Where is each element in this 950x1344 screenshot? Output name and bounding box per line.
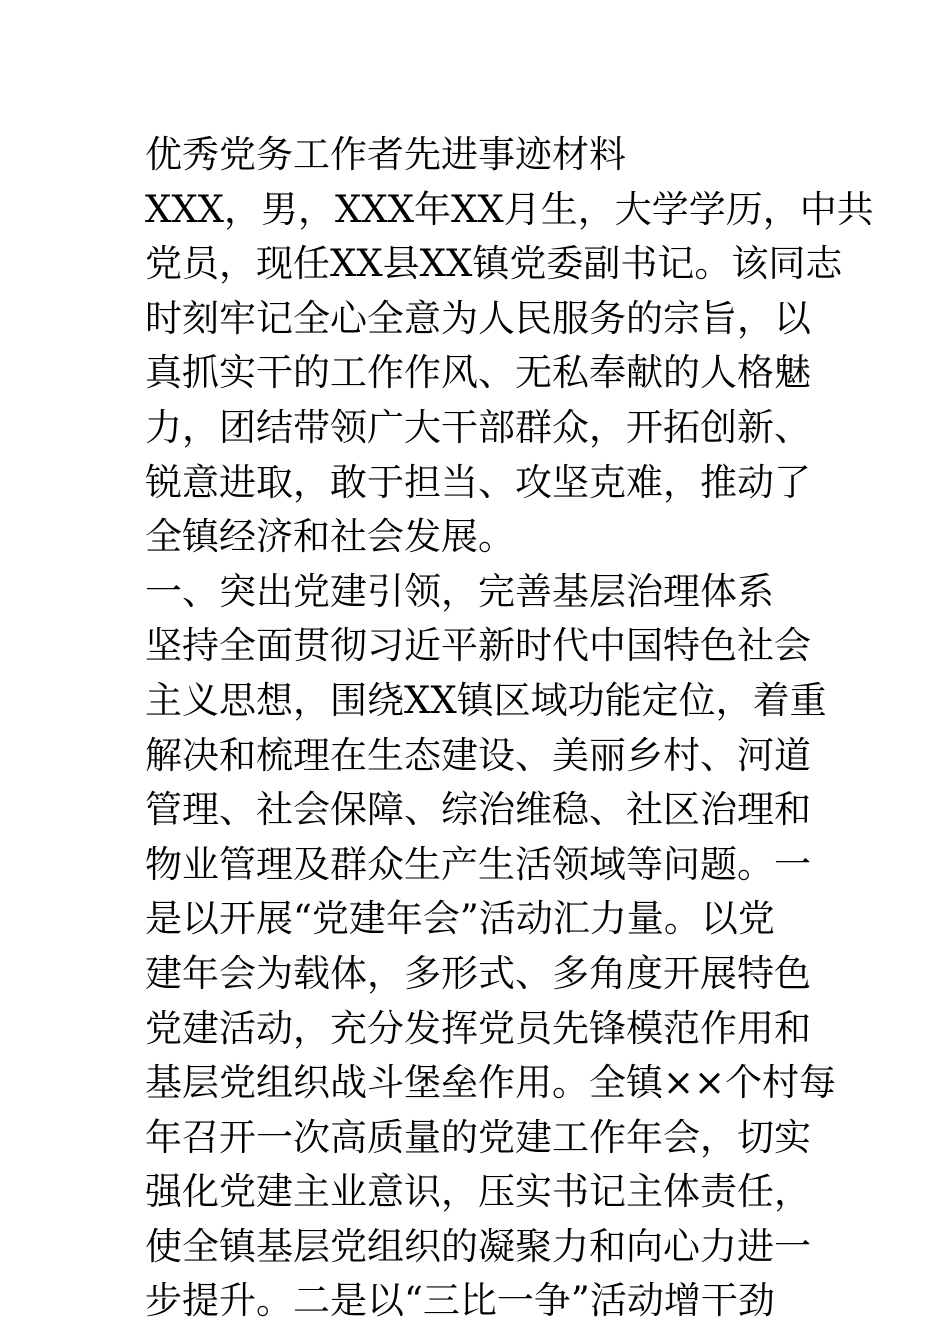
section-line: 物业管理及群众生产生活领域等问题。一 <box>145 842 811 886</box>
section-line: 党建活动，充分发挥党员先锋模范作用和 <box>145 1006 811 1050</box>
intro-line: 时刻牢记全心全意为人民服务的宗旨，以 <box>145 296 811 340</box>
intro-line: XXX，男，XXX年XX月生，大学学历，中共 <box>145 187 874 231</box>
intro-line: 党员，现任XX县XX镇党委副书记。该同志 <box>145 242 843 286</box>
section-line: 使全镇基层党组织的凝聚力和向心力进一 <box>145 1224 811 1268</box>
intro-line: 真抓实干的工作作风、无私奉献的人格魅 <box>145 351 811 395</box>
document-title: 优秀党务工作者先进事迹材料 <box>145 133 626 176</box>
intro-line: 锐意进取，敢于担当、攻坚克难，推动了 <box>145 460 811 504</box>
section-line: 年召开一次高质量的党建工作年会，切实 <box>145 1115 811 1159</box>
section-line: 主义思想，围绕XX镇区域功能定位，着重 <box>145 678 827 722</box>
section-line: 坚持全面贯彻习近平新时代中国特色社会 <box>145 624 811 668</box>
section-heading: 一、突出党建引领，完善基层治理体系 <box>145 569 774 613</box>
section-line: 建年会为载体，多形式、多角度开展特色 <box>145 951 811 995</box>
section-line: 管理、社会保障、综治维稳、社区治理和 <box>145 788 811 832</box>
section-line: 强化党建主业意识，压实书记主体责任， <box>145 1170 811 1214</box>
intro-line: 全镇经济和社会发展。 <box>145 515 515 559</box>
intro-line: 力，团结带领广大干部群众，开拓创新、 <box>145 405 811 449</box>
section-line: 步提升。二是以“三比一争”活动增干劲 <box>145 1279 775 1323</box>
section-line: 基层党组织战斗堡垒作用。全镇××个村每 <box>145 1061 837 1105</box>
document-body <box>145 128 874 1329</box>
section-line: 是以开展“党建年会”活动汇力量。以党 <box>145 897 775 941</box>
section-line: 解决和梳理在生态建设、美丽乡村、河道 <box>145 733 811 777</box>
